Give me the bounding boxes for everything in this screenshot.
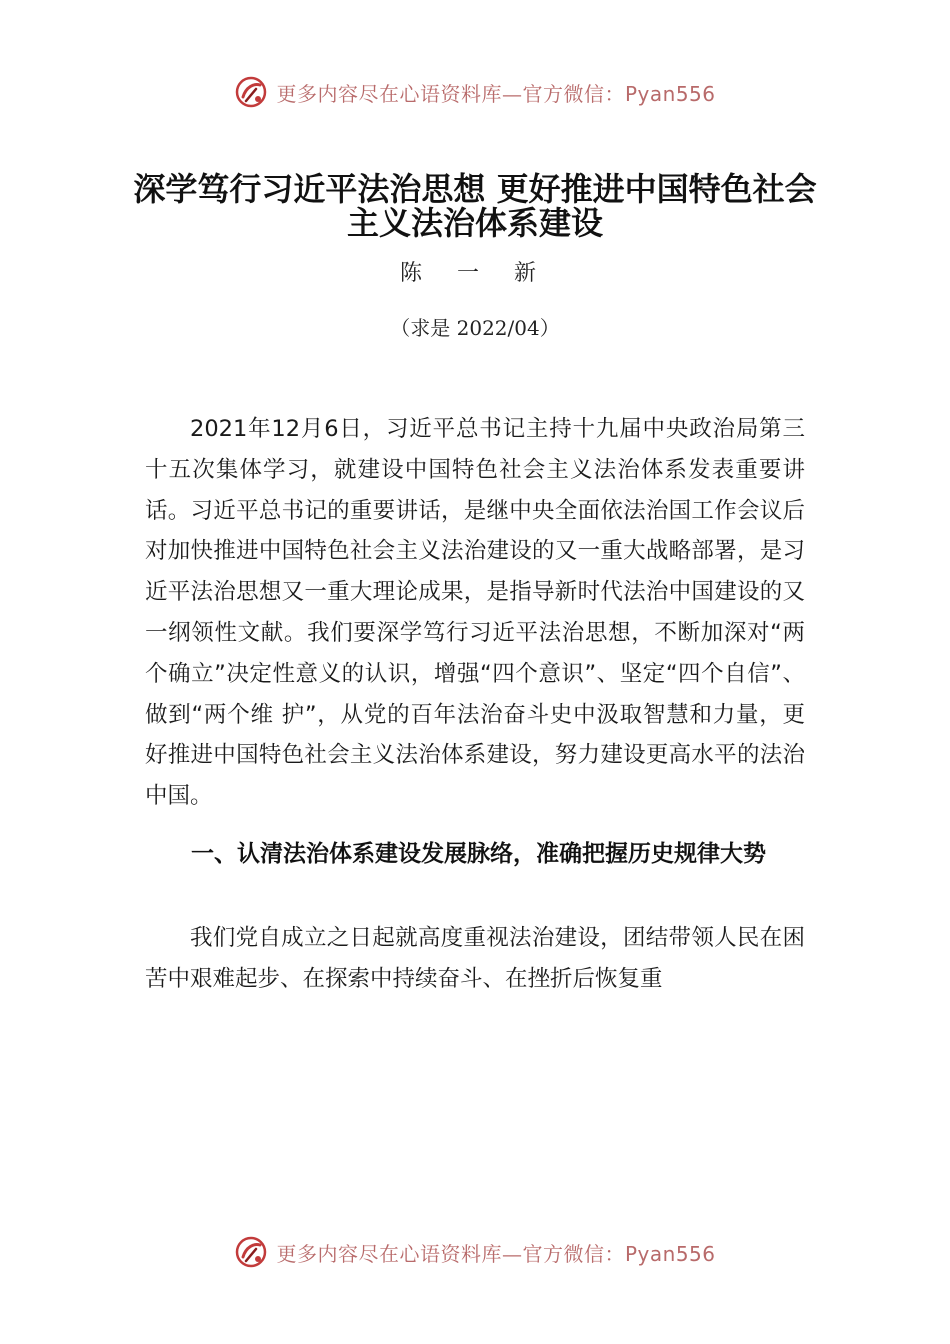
watermark-text: 更多内容尽在心语资料库—官方微信：Pyan556	[276, 81, 716, 106]
article-title: 深学笃行习近平法治思想 更好推进中国特色社会主义法治体系建设	[133, 170, 817, 242]
brand-logo-icon	[234, 1235, 268, 1269]
brand-logo-icon	[234, 75, 268, 109]
section-heading-1: 一、认清法治体系建设发展脉络，准确把握历史规律大势	[191, 841, 766, 867]
article-author: 陈 一 新	[400, 261, 550, 286]
article-source: （求是 2022/04）	[390, 316, 560, 340]
watermark-banner-top	[0, 72, 950, 112]
paragraph-1: 2021年12月6日，习近平总书记主持十九届中央政治局第三十五次集体学习，就建设中国特色社会主义法治体系发表重要讲话。习近平总书记的重要讲话，是继中央全面依法治国工作会议后对加快推进中国特色社会主义法治建设的又一重大战略部署，是习近平法治思想又一重大理论成果，是指导新时代法治中国建设的又一纲领性文献。我们要深学笃行习近平法治思想，不断加深对“两个确立”决定性意义的认识，增强“四个意识”、坚定“四个自信”、做到“两个维 护”，从党的百年法治奋斗史中汲取智慧和力量，更好推进中国特色社会主义法治体系建设，努力建设更高水平的法治中国。	[145, 416, 805, 810]
watermark-banner-bottom	[0, 1232, 950, 1272]
paragraph-2: 我们党自成立之日起就高度重视法治建设，团结带领人民在困苦中艰难起步、在探索中持续奋斗、在挫折后恢复重	[145, 925, 805, 992]
watermark-text: 更多内容尽在心语资料库—官方微信：Pyan556	[276, 1241, 716, 1266]
